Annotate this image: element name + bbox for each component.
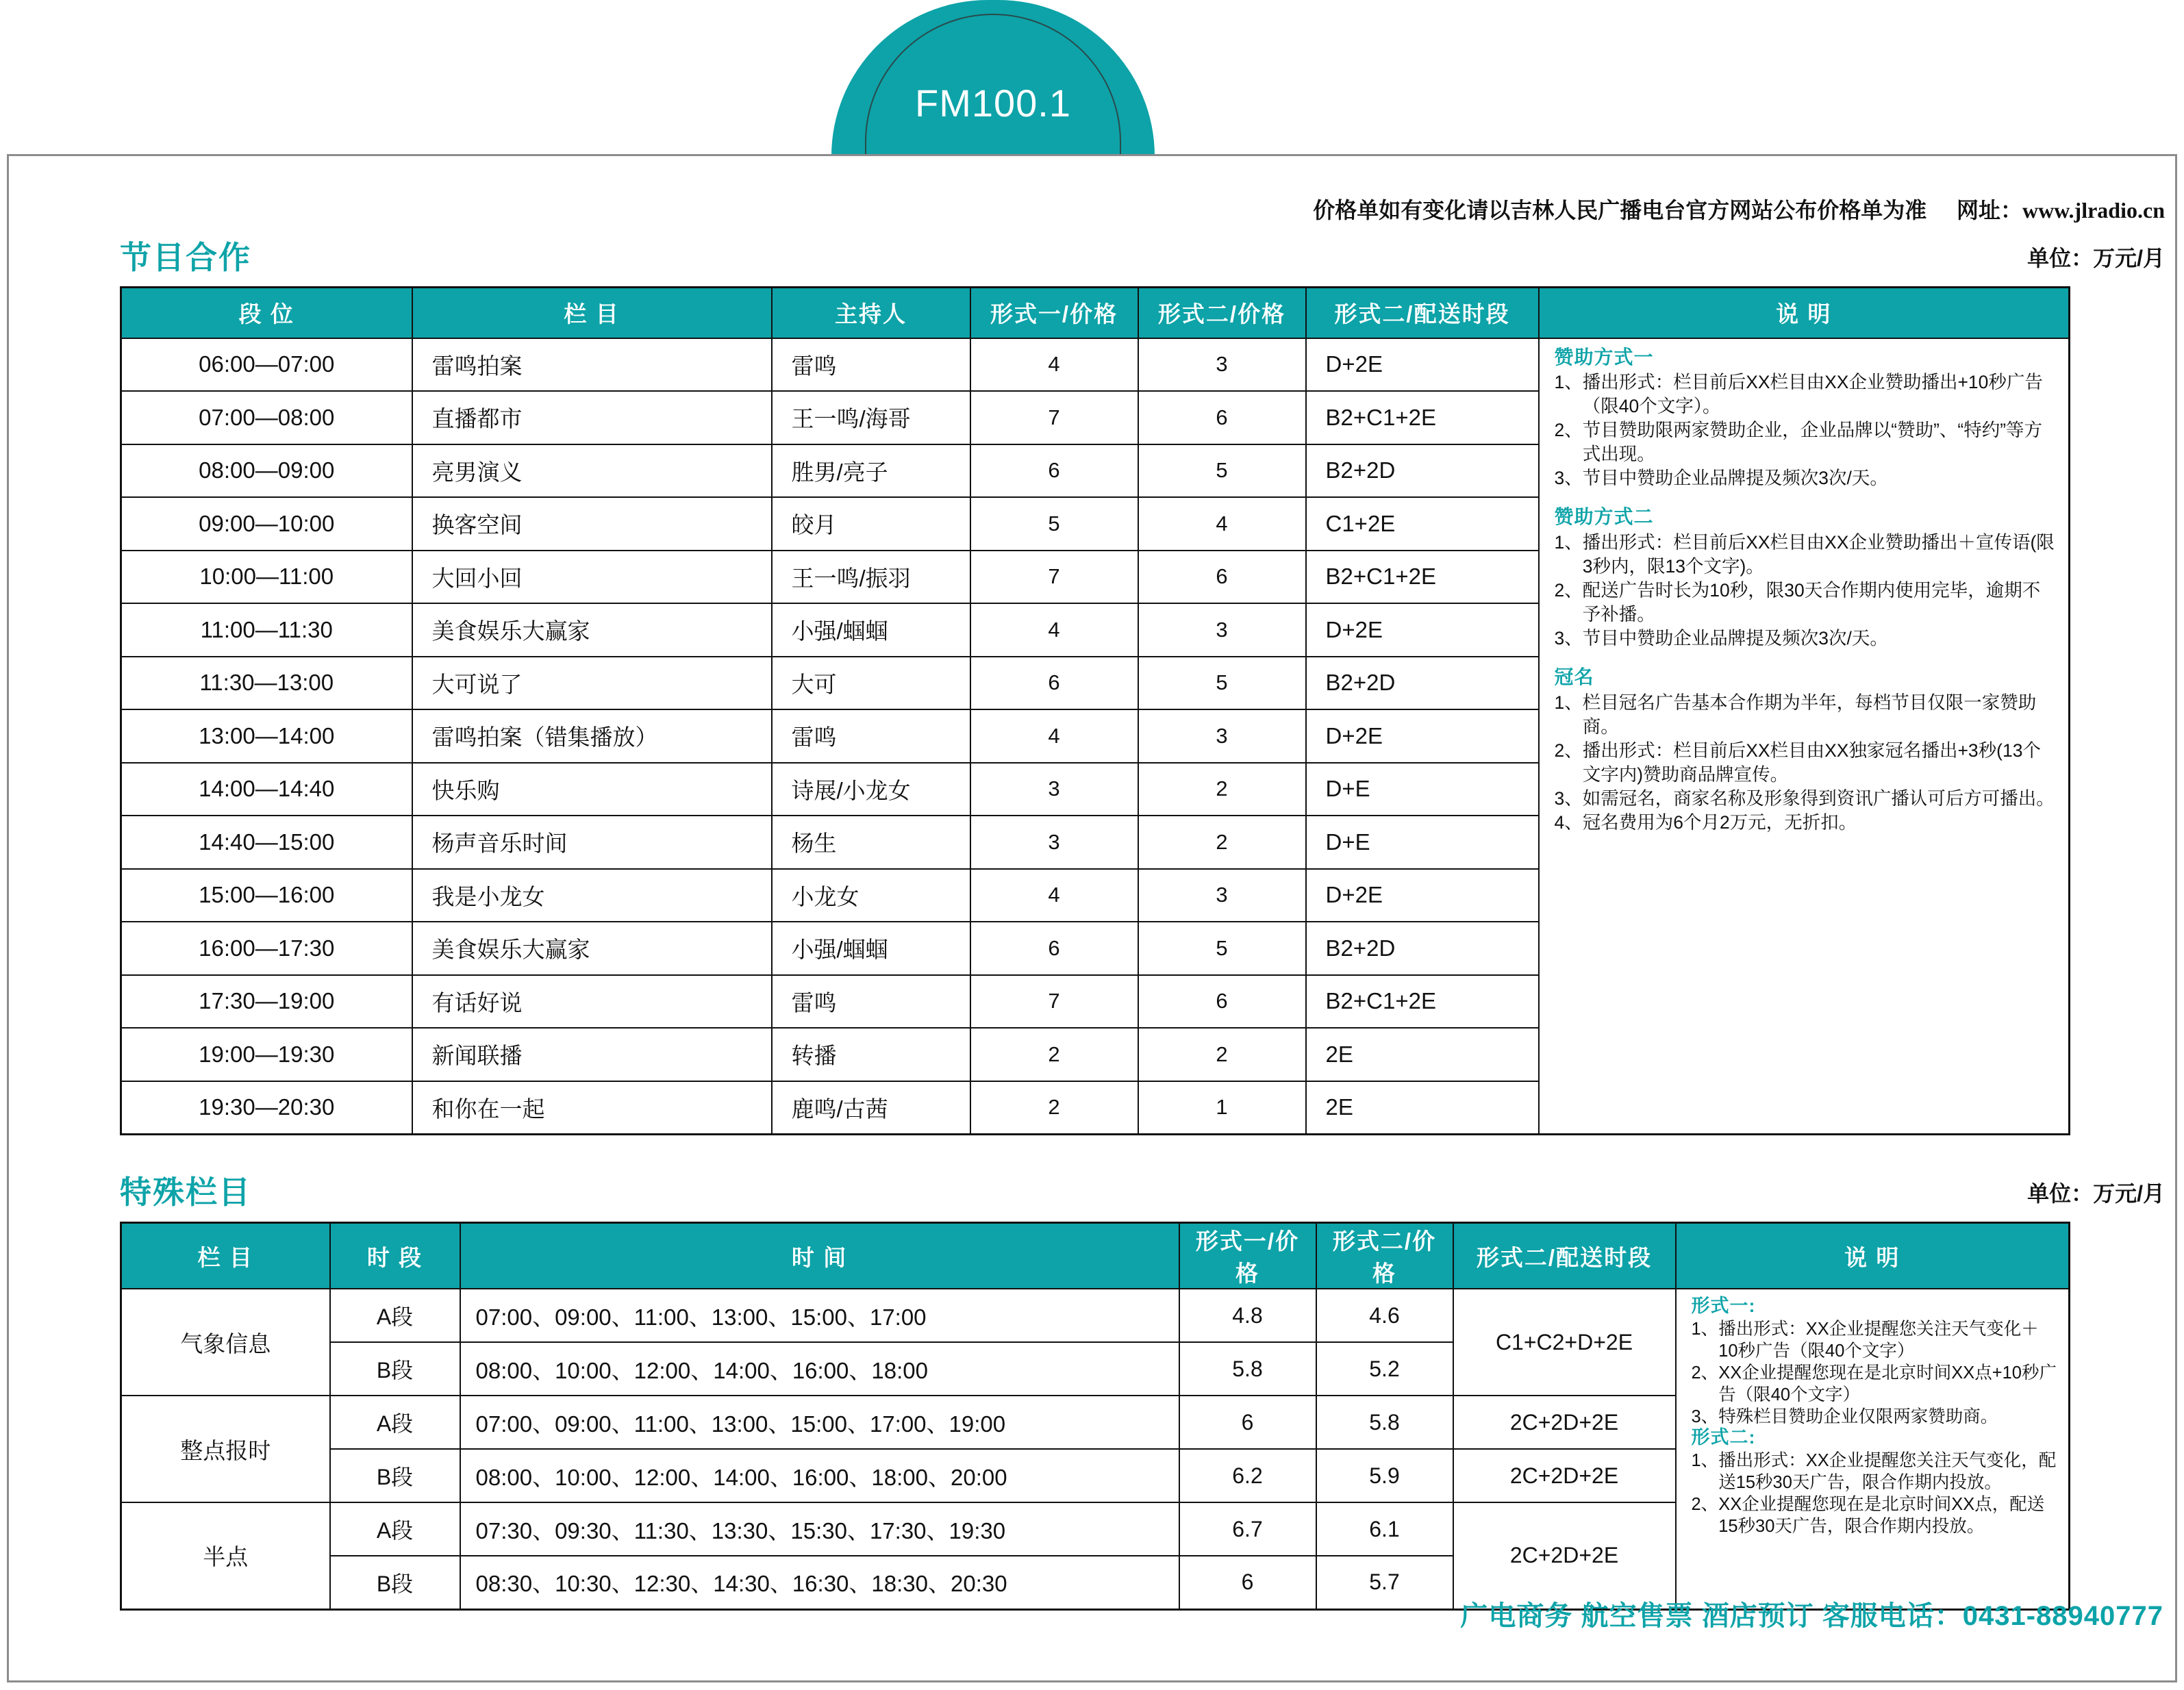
cell-program: 美食娱乐大赢家 [412,922,772,975]
cell-price-form1: 6.2 [1179,1449,1316,1502]
cell-price-form1: 2 [970,1081,1138,1135]
cell-price-form1: 7 [970,391,1138,444]
cell-delivery: B2+2D [1306,444,1539,498]
cell-times: 08:00、10:00、12:00、14:00、16:00、18:00 [460,1342,1179,1396]
notes-item [1692,1450,2058,1493]
cell-price-form1: 4.8 [1179,1289,1316,1342]
col2-header-price-form2: 形式二/价格 [1316,1223,1453,1289]
cell-slot: A段 [330,1502,460,1556]
cell-notes [1539,338,2070,1135]
notes-item-number: 3、 [1554,628,1583,649]
footer-contact-line: 广电商务 航空售票 酒店预订 客服电话：0431-88940777 [1460,1601,2163,1631]
station-website: 网址：www.jlradio.cn [1956,198,2165,223]
notes-item-text: XX企业提醒您现在是北京时间XX点+10秒广告（限40个文字） [1718,1363,2057,1405]
notes-item-text: 节目中赞助企业品牌提及频次3次/天。 [1582,468,1888,489]
cell-host: 杨生 [772,816,970,869]
notes-heading: 冠名 [1554,666,1594,688]
notes-item [1555,787,2058,810]
notes-heading: 赞助方式二 [1554,506,1654,528]
col-header-delivery: 形式二/配送时段 [1306,288,1539,338]
notes-item [1692,1318,2058,1362]
col-header-price-form2: 形式二/价格 [1138,288,1306,338]
station-frequency-label: FM100.1 [915,81,1071,125]
cell-program: 直播都市 [412,391,772,444]
cell-host: 雷鸣 [772,975,970,1029]
cell-delivery: D+2E [1306,338,1539,392]
notes-item-number: 1、 [1554,372,1583,393]
cell-slot: 13:00—14:00 [121,709,412,763]
cell-host: 小强/蝈蝈 [772,603,970,657]
cell-price-form1: 6 [970,444,1138,498]
cell-host: 王一鸣/海哥 [772,391,970,444]
notes-item [1555,531,2058,578]
cell-delivery: B2+C1+2E [1306,975,1539,1029]
cell-price-form2: 4.6 [1316,1289,1453,1342]
notice-text: 价格单如有变化请以吉林人民广播电台官方网站公布价格单为准 [1313,198,1927,223]
notes-item [1692,1362,2058,1406]
table-row [121,338,2070,392]
notes-item [1555,811,2058,834]
notes-item-text: 播出形式：栏目前后XX栏目由XX独家冠名播出+3秒(13个文字内)赞助商品牌宣传。 [1582,740,2041,785]
notes-item-text: 播出形式：XX企业提醒您关注天气变化＋10秒广告（限40个文字） [1718,1319,2039,1361]
cell-delivery: C1+C2+D+2E [1453,1289,1676,1396]
notes-item-text: 冠名费用为6个月2万元，无折扣。 [1582,812,1857,833]
cell-slot: B段 [330,1449,460,1502]
cell-delivery: D+2E [1306,603,1539,657]
notes-item-number: 2、 [1554,420,1583,441]
cell-slot: B段 [330,1556,460,1609]
col-header-host: 主持人 [772,288,970,338]
cell-price-form2: 2 [1138,1028,1306,1081]
notes-item [1555,418,2058,466]
cell-host: 小龙女 [772,869,970,922]
col2-header-slot: 时 段 [330,1223,460,1289]
cell-delivery: C1+2E [1306,497,1539,551]
notes-item-number: 1、 [1554,532,1583,553]
special-programs-table [120,1222,2070,1611]
cell-price-form2: 5.7 [1316,1556,1453,1609]
cell-slot: 06:00—07:00 [121,338,412,392]
price-change-notice [1313,193,2165,225]
cell-price-form1: 6.7 [1179,1502,1316,1556]
cell-price-form1: 5 [970,497,1138,551]
cell-slot: A段 [330,1289,460,1342]
cell-program: 快乐购 [412,763,772,816]
cell-notes [1676,1289,2070,1609]
col-header-notes: 说 明 [1539,288,2070,338]
notes-panel [1692,1296,2058,1538]
cell-delivery: B2+2D [1306,922,1539,975]
col2-header-notes: 说 明 [1676,1223,2070,1289]
cell-slot: A段 [330,1396,460,1449]
notes-item-number: 1、 [1691,1451,1719,1470]
notes-item-number: 2、 [1554,580,1583,601]
col2-header-price-form1: 形式一/价格 [1179,1223,1316,1289]
cell-price-form1: 4 [970,603,1138,657]
notes-item [1555,739,2058,786]
cell-slot: B段 [330,1342,460,1396]
cell-host: 王一鸣/振羽 [772,551,970,604]
cell-host: 胜男/亮子 [772,444,970,498]
cell-delivery: 2C+2D+2E [1453,1396,1676,1449]
cell-price-form1: 5.8 [1179,1342,1316,1396]
cell-times: 07:30、09:30、11:30、13:30、15:30、17:30、19:30 [460,1502,1179,1556]
cell-slot: 17:30—19:00 [121,975,412,1029]
col-header-program: 栏 目 [412,288,772,338]
notes-item-number: 1、 [1554,692,1583,714]
cell-price-form2: 5.2 [1316,1342,1453,1396]
cell-price-form2: 1 [1138,1081,1306,1135]
cell-delivery: 2C+2D+2E [1453,1502,1676,1609]
cell-program: 气象信息 [121,1289,330,1396]
cell-delivery: B2+C1+2E [1306,391,1539,444]
cell-price-form1: 3 [970,816,1138,869]
notes-item-text: 节目中赞助企业品牌提及频次3次/天。 [1582,628,1888,649]
cell-price-form2: 3 [1138,338,1306,392]
cell-delivery: 2E [1306,1081,1539,1135]
notes-item-number: 3、 [1554,468,1583,489]
cell-price-form2: 6 [1138,975,1306,1029]
section-title-program-cooperation: 节目合作 [120,240,251,275]
cell-price-form2: 5.9 [1316,1449,1453,1502]
cell-price-form2: 5 [1138,444,1306,498]
cell-program: 杨声音乐时间 [412,816,772,869]
cell-price-form2: 5.8 [1316,1396,1453,1449]
cell-program: 和你在一起 [412,1081,772,1135]
cell-slot: 19:00—19:30 [121,1028,412,1081]
notes-panel [1555,347,2058,835]
cell-price-form1: 4 [970,869,1138,922]
notes-spacer [1555,490,2058,505]
cell-slot: 11:00—11:30 [121,603,412,657]
notes-item-number: 3、 [1691,1407,1719,1427]
cell-program: 半点 [121,1502,330,1609]
notes-item [1555,627,2058,650]
cell-price-form1: 2 [970,1028,1138,1081]
cell-times: 07:00、09:00、11:00、13:00、15:00、17:00 [460,1289,1179,1342]
col2-header-delivery: 形式二/配送时段 [1453,1223,1676,1289]
cell-program: 雷鸣拍案（错集播放） [412,709,772,763]
cell-program: 亮男演义 [412,444,772,498]
col-header-slot: 段 位 [121,288,412,338]
cell-delivery: B2+C1+2E [1306,551,1539,604]
cell-slot: 07:00—08:00 [121,391,412,444]
notes-item-text: 如需冠名，商家名称及形象得到资讯广播认可后方可播出。 [1582,788,2055,809]
notes-item [1692,1493,2058,1537]
cell-delivery: D+E [1306,763,1539,816]
cell-host: 皎月 [772,497,970,551]
notes-item-text: 播出形式：栏目前后XX栏目由XX企业赞助播出＋宣传语(限3秒内，限13个文字)。 [1582,532,2055,577]
cell-slot: 15:00—16:00 [121,869,412,922]
cell-price-form2: 5 [1138,922,1306,975]
col2-header-program: 栏 目 [121,1223,330,1289]
cell-program: 雷鸣拍案 [412,338,772,392]
cell-delivery: D+E [1306,816,1539,869]
notes-item-number: 2、 [1691,1363,1719,1383]
notes-item-number: 2、 [1554,740,1583,761]
notes-item-text: 节目赞助限两家赞助企业，企业品牌以“赞助”、“特约”等方式出现。 [1582,420,2043,464]
cell-host: 小强/蝈蝈 [772,922,970,975]
cell-slot: 14:00—14:40 [121,763,412,816]
notes-item-number: 1、 [1691,1319,1719,1339]
notes-item-text: 特殊栏目赞助企业仅限两家赞助商。 [1718,1407,1998,1427]
cell-price-form2: 4 [1138,497,1306,551]
notes-item [1555,691,2058,738]
notes-item-text: 配送广告时长为10秒，限30天合作期内使用完毕，逾期不予补播。 [1582,580,2041,625]
cell-program: 大可说了 [412,657,772,710]
cell-delivery: 2C+2D+2E [1453,1449,1676,1502]
section2-unit-label: 单位：万元/月 [2027,1181,2165,1206]
cell-host: 雷鸣 [772,338,970,392]
notes-heading: 形式一: [1691,1296,1756,1316]
notes-item-text: XX企业提醒您现在是北京时间XX点，配送15秒30天广告，限合作期内投放。 [1718,1495,2045,1537]
cell-times: 08:30、10:30、12:30、14:30、16:30、18:30、20:30 [460,1556,1179,1609]
cell-price-form2: 3 [1138,869,1306,922]
cell-price-form1: 7 [970,551,1138,604]
cell-price-form2: 5 [1138,657,1306,710]
cell-price-form2: 3 [1138,709,1306,763]
notes-item-number: 3、 [1554,788,1583,809]
cell-program: 大回小回 [412,551,772,604]
notes-item-text: 播出形式：XX企业提醒您关注天气变化，配送15秒30天广告，限合作期内投放。 [1718,1451,2057,1493]
cell-price-form2: 2 [1138,763,1306,816]
cell-delivery: D+2E [1306,869,1539,922]
cell-slot: 16:00—17:30 [121,922,412,975]
cell-price-form1: 7 [970,975,1138,1029]
cell-host: 大可 [772,657,970,710]
cell-program: 我是小龙女 [412,869,772,922]
cell-slot: 08:00—09:00 [121,444,412,498]
cell-price-form1: 6 [970,922,1138,975]
cell-program: 新闻联播 [412,1028,772,1081]
col-header-price-form1: 形式一/价格 [970,288,1138,338]
cell-price-form2: 6 [1138,391,1306,444]
cell-price-form2: 6.1 [1316,1502,1453,1556]
cell-price-form2: 3 [1138,603,1306,657]
table2-header-row [121,1223,2070,1289]
cell-host: 转播 [772,1028,970,1081]
cell-slot: 11:30—13:00 [121,657,412,710]
cell-program: 换客空间 [412,497,772,551]
cell-slot: 14:40—15:00 [121,816,412,869]
cell-price-form1: 3 [970,763,1138,816]
cell-host: 鹿鸣/古茜 [772,1081,970,1135]
cell-program: 有话好说 [412,975,772,1029]
cell-slot: 19:30—20:30 [121,1081,412,1135]
table-row [121,1289,2070,1342]
notes-item-text: 栏目冠名广告基本合作期为半年，每档节目仅限一家赞助商。 [1582,692,2037,737]
cell-delivery: D+2E [1306,709,1539,763]
notes-heading: 形式二: [1691,1427,1756,1448]
program-cooperation-table [120,286,2070,1135]
cell-delivery: B2+2D [1306,657,1539,710]
notes-item [1555,370,2058,418]
notes-item [1555,579,2058,626]
cell-program: 整点报时 [121,1396,330,1502]
cell-host: 雷鸣 [772,709,970,763]
cell-price-form1: 6 [970,657,1138,710]
station-arch-header [0,0,2184,156]
section1-unit-label: 单位：万元/月 [2027,246,2165,270]
cell-price-form1: 6 [1179,1556,1316,1609]
notes-item-number: 2、 [1691,1495,1719,1515]
notes-item [1555,466,2058,490]
cell-price-form1: 4 [970,709,1138,763]
col2-header-times: 时 间 [460,1223,1179,1289]
notes-item [1692,1406,2058,1428]
cell-price-form2: 2 [1138,816,1306,869]
cell-price-form2: 6 [1138,551,1306,604]
notes-heading: 赞助方式一 [1554,346,1654,368]
cell-slot: 09:00—10:00 [121,497,412,551]
cell-host: 诗展/小龙女 [772,763,970,816]
notes-item-number: 4、 [1554,812,1583,833]
cell-program: 美食娱乐大赢家 [412,603,772,657]
cell-times: 07:00、09:00、11:00、13:00、15:00、17:00、19:00 [460,1396,1179,1449]
table1-header-row [121,288,2070,338]
cell-slot: 10:00—11:00 [121,551,412,604]
cell-price-form1: 6 [1179,1396,1316,1449]
notes-item-text: 播出形式：栏目前后XX栏目由XX企业赞助播出+10秒广告（限40个文字）。 [1582,372,2043,416]
notes-spacer [1555,651,2058,666]
cell-delivery: 2E [1306,1028,1539,1081]
cell-times: 08:00、10:00、12:00、14:00、16:00、18:00、20:00 [460,1449,1179,1502]
section-title-special-programs: 特殊栏目 [120,1174,251,1210]
cell-price-form1: 4 [970,338,1138,392]
